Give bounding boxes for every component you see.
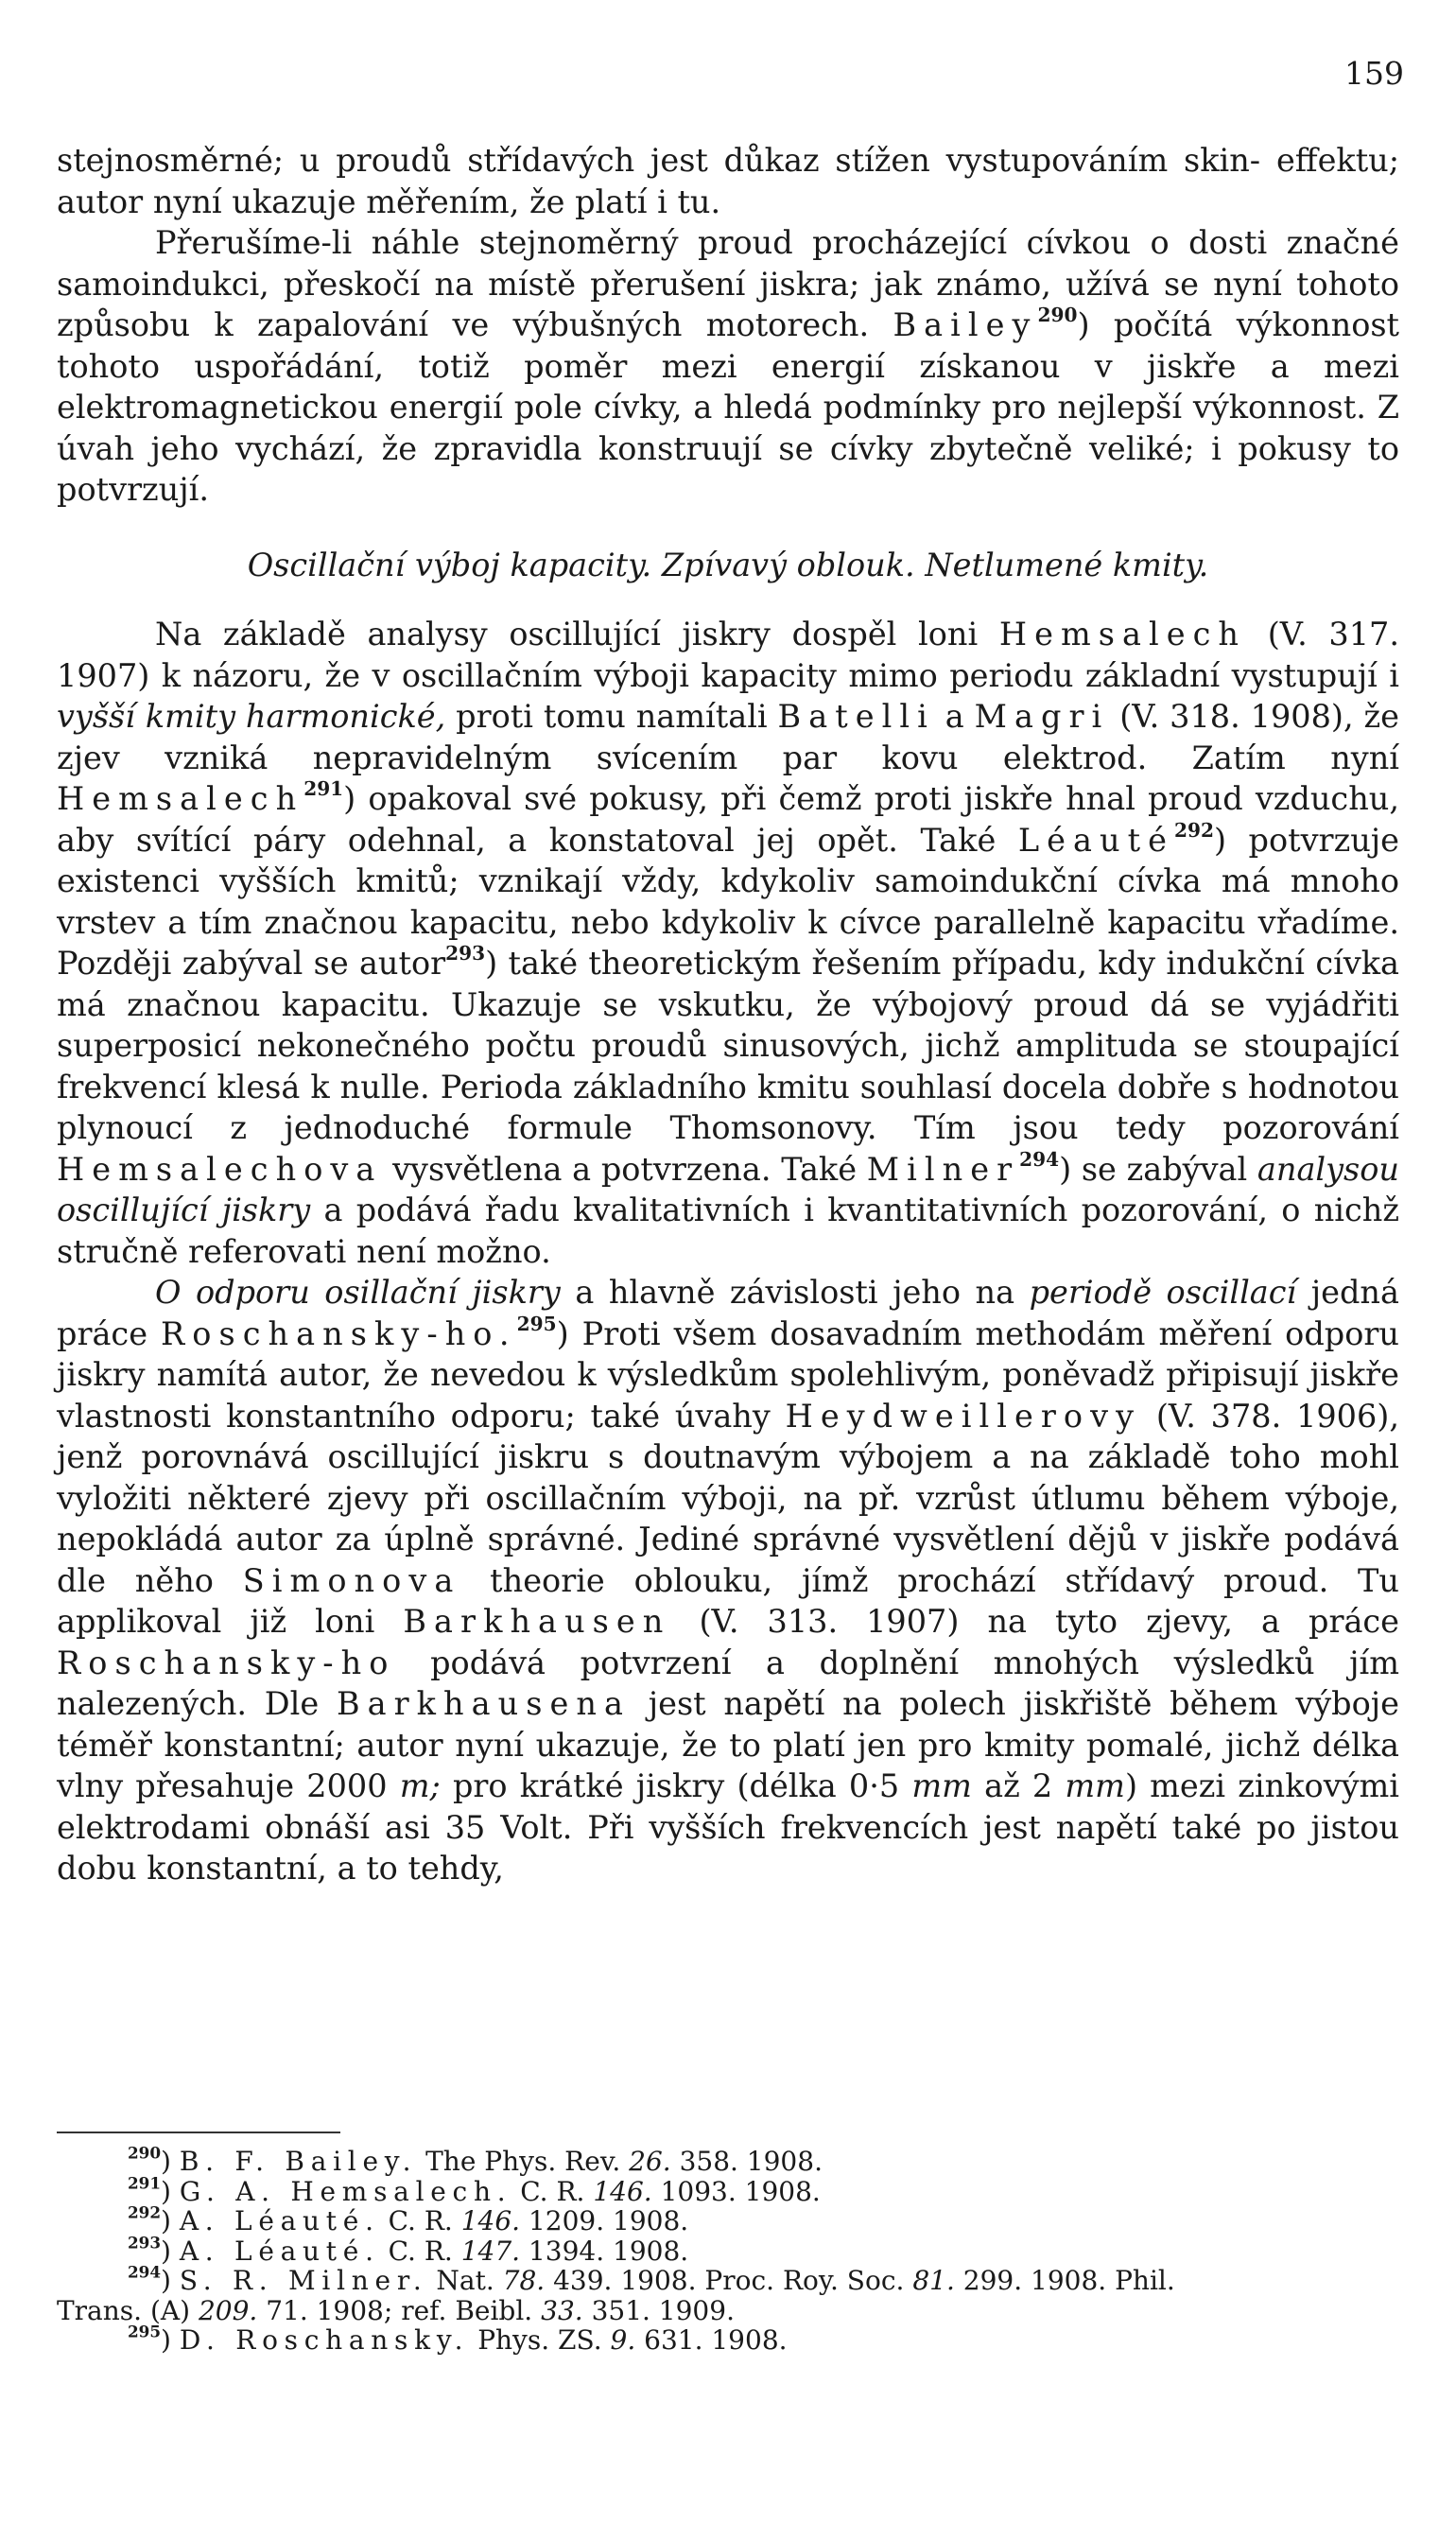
footnote-volume: 146.	[593, 2175, 652, 2207]
emphasis: vyšší kmity harmonické,	[57, 698, 446, 735]
p3-text: Na základě analysy oscillující jiskry dospěl loni	[155, 616, 979, 652]
author-name: Bailey	[893, 306, 1038, 343]
p3-text: (V. 318. 1908), že zjev vzniká nepravidelným svícením par kovu elektrod. Zatím nyní	[57, 698, 1399, 776]
emphasis: periodě oscillací	[1029, 1274, 1297, 1311]
page-number: 159	[1344, 55, 1404, 92]
footnote-pages: 439. 1908. Proc. Roy. Soc.	[553, 2265, 905, 2296]
footnote-volume: 146.	[460, 2205, 521, 2236]
footnote-source: Phys. ZS.	[477, 2324, 602, 2356]
p4-text: až 2	[984, 1767, 1053, 1804]
p3-text: ) opakoval své pokusy, při čemž proti jiskře hnal proud vzduchu, aby svítící páry odehnal, a konstatoval jej opět. Také	[57, 780, 1399, 859]
footnote: $^{290}$) B. F. Bailey. The Phys. Rev. 26. 358. 1908.	[128, 2143, 823, 2177]
p4-text: pro krátké jiskry (délka 0·5	[452, 1767, 900, 1804]
p4-text: podává potvrzení a doplnění mnohých výsledků jím nalezených. Dle	[57, 1644, 1399, 1722]
footnote-number: 292	[128, 2202, 162, 2222]
footnote-pages: 299. 1908. Phil.	[962, 2265, 1175, 2296]
footnote-author: A. Léauté.	[179, 2205, 380, 2236]
footnote-source: Trans. (A)	[57, 2294, 191, 2326]
footnote-pages: 631. 1908.	[644, 2324, 788, 2356]
footnote-number: 290	[128, 2143, 162, 2163]
footnote-pages: 71. 1908; ref. Beibl.	[266, 2294, 533, 2326]
emphasis: mm	[1065, 1767, 1125, 1804]
p3-text: proti tomu namítali	[456, 698, 768, 735]
footnote-author: B. F. Bailey.	[179, 2146, 418, 2177]
footnote-number: 291	[128, 2172, 162, 2192]
footnote-pages: 351. 1909.	[591, 2294, 735, 2326]
footnote-source: C. R.	[388, 2235, 453, 2267]
p3-text: vysvětlena a potvrzena. Také	[392, 1150, 858, 1188]
footnote-volume: 81.	[912, 2265, 955, 2296]
p2-text-a: Přerušíme-li náhle stejnoměrný proud procházející cívkou o dosti značné samoindukci, přeskočí na místě přerušení jiskra; jak známo, užívá se nyní tohoto způsobu k zapalování ve výbušných motorech.	[57, 224, 1399, 343]
footnote-source: The Phys. Rev.	[425, 2146, 621, 2177]
footnote-source: C. R.	[520, 2175, 585, 2207]
author-name: Roschansky-ho.	[161, 1314, 517, 1352]
emphasis: m;	[399, 1767, 441, 1804]
p3-text: (V. 317. 1907) k názoru, že v oscillačním výboji kapacity mimo periodu základní vystupují i	[57, 616, 1399, 694]
p3-text: ) také theoretickým řešením případu, kdy indukční cívka má značnou kapacitu. Ukazuje se vskutku, že výbojový proud dá se vyjádřiti superposicí nekonečného počtu proudů sinusových, jichž amplituda se stoupající frekvencí klesá k nulle. Perioda základního kmitu souhlasí docela dobře s hodnotou plynoucí z jednoduché formule Thomsonovy. Tím jsou tedy pozorování	[57, 945, 1399, 1146]
p4-text: jedná práce	[57, 1274, 1399, 1352]
footnote-number: 294	[128, 2262, 162, 2282]
footnote-author: G. A. Hemsalech.	[179, 2175, 512, 2207]
footnote-volume: 78.	[502, 2265, 546, 2296]
footnote-ref: 295	[516, 1312, 557, 1335]
p3-text: a podává řadu kvalitativních i kvantitativních pozorování, o nichž stručně referovati není možno.	[57, 1192, 1399, 1270]
author-name: Magri	[974, 698, 1110, 735]
p2-text-b: ) počítá výkonnost tohoto uspořádání, totiž poměr mezi energií získanou v jiskře a mezi elektromagnetickou energií pole cívky, a hledá podmínky pro nejlepší výkonnost. Z úvah jeho vychází, že zpravidla konstruují se cívky zbytečně veliké; i pokusy to potvrzují.	[57, 306, 1400, 508]
p4-text: theorie oblouku, jímž prochází střídavý proud. Tu applikoval již loni	[57, 1561, 1399, 1640]
footnote-volume: 33.	[541, 2294, 583, 2326]
footnote-pages: 358. 1908.	[679, 2146, 823, 2177]
emphasis: analysou oscillující jiskry	[57, 1150, 1399, 1228]
footnote-ref: 291	[303, 776, 344, 800]
p1-line1: stejnosměrné; u proudů střídavých jest důkaz stížen vystupováním skin-	[57, 142, 1261, 179]
footnote-number: 295	[128, 2322, 162, 2341]
emphasis: O odporu osillační jiskry	[155, 1274, 561, 1311]
footnote-volume: 209.	[198, 2294, 258, 2326]
author-name: Batelli	[777, 698, 935, 735]
author-name: Simonova	[242, 1561, 461, 1599]
paragraph-1	[57, 140, 1399, 222]
emphasis: mm	[911, 1767, 972, 1804]
footnote-ref: 290	[1037, 303, 1078, 326]
footnote-divider	[57, 2132, 340, 2133]
author-name: Milner	[866, 1150, 1020, 1188]
footnote-ref: 293	[445, 941, 486, 965]
p4-text: jest napětí na polech jiskřiště během výboje téměř konstantní; autor nyní ukazuje, že to platí jen pro kmity pomalé, jichž délka vlny přesahuje 2000	[57, 1685, 1400, 1804]
p4-text: ) mezi zinkovými elektrodami obnáší asi 35 Volt. Při vyšších frekvencích jest napětí také po jistou dobu konstantní, a to tehdy,	[57, 1767, 1400, 1887]
author-name: Heydweillerovy	[785, 1397, 1142, 1435]
footnote-source: C. R.	[388, 2205, 453, 2236]
footnote-pages: 1209. 1908.	[528, 2205, 689, 2236]
p4-text: (V. 378. 1906), jenž porovnává oscillující jiskru s doutnavým výbojem a na základě toho mohl vyložiti některé zjevy při oscillačním výboji, na př. vzrůst útlumu během výboje, nepokládá autor za úplně správné. Jediné správné vysvětlení dějů v jiskře podává dle něho	[57, 1397, 1399, 1599]
p4-text: ) Proti všem dosavadním methodám měření odporu jiskry namítá autor, že nevedou k výsledkům spolehlivým, poněvadž připisují jiskře vlastnosti konstantního odporu; také úvahy	[57, 1314, 1399, 1435]
p4-text: a hlavně závislosti jeho na	[575, 1274, 1015, 1311]
footnote-volume: 147.	[460, 2235, 521, 2267]
footnote-ref: 294	[1019, 1147, 1060, 1171]
author-name: Hemsalechova	[57, 1150, 383, 1188]
paragraph-2	[57, 222, 1399, 511]
author-name: Roschansky-ho	[57, 1644, 396, 1681]
footnote-source: Nat.	[436, 2265, 494, 2296]
footnote: $^{295}$) D. Roschansky. Phys. ZS. 9. 631. 1908.	[128, 2322, 788, 2356]
footnote-volume: 9.	[610, 2324, 636, 2356]
paragraph-3	[57, 614, 1399, 1272]
p4-text: (V. 313. 1907) na tyto zjevy, a práce	[699, 1603, 1400, 1640]
p3-text: ) potvrzuje existenci vyšších kmitů; vznikají vždy, kdykoliv samoindukční cívka má mnoho vrstev a tím značnou kapacitu, nebo kdykoliv k cívce parallelně kapacitu vřadíme. Později zabýval se autor	[57, 821, 1400, 982]
body-text	[57, 140, 1399, 1889]
footnote-pages: 1093. 1908.	[660, 2175, 821, 2207]
author-name: Barkhausen	[403, 1603, 671, 1640]
footnote-pages: 1394. 1908.	[528, 2235, 689, 2267]
footnote-continuation	[57, 2296, 1399, 2326]
footnote-volume: 26.	[629, 2146, 671, 2177]
footnote-number: 293	[128, 2232, 162, 2252]
footnote-author: A. Léauté.	[179, 2235, 380, 2267]
paragraph-4	[57, 1272, 1399, 1889]
p3-text: a	[945, 698, 964, 735]
section-heading: Oscillační výboj kapacity. Zpívavý oblouk. Netlumené kmity.	[247, 546, 1209, 583]
footnote-author: S. R. Milner.	[179, 2265, 428, 2296]
author-name: Léauté	[1017, 821, 1174, 859]
author-name: Hemsalech	[998, 616, 1247, 652]
author-name: Barkhausena	[336, 1685, 631, 1722]
author-name: Hemsalech	[57, 780, 304, 817]
footnotes	[57, 2143, 1399, 2356]
footnote: $^{293}$) A. Léauté. C. R. 147. 1394. 1908.	[128, 2232, 689, 2267]
footnote-ref: 292	[1174, 818, 1214, 842]
p3-text: ) se zabýval	[1059, 1150, 1248, 1188]
footnote: $^{291}$) G. A. Hemsalech. C. R. 146. 1093. 1908.	[128, 2172, 821, 2207]
footnote-author: D. Roschansky.	[179, 2324, 470, 2356]
footnote: $^{294}$) S. R. Milner. Nat. 78. 439. 1908. Proc. Roy. Soc. 81. 299. 1908. Phil.	[128, 2262, 1175, 2296]
p1-line2: effektu; autor nyní ukazuje měřením, že platí i tu.	[57, 142, 1400, 220]
footnote: $^{292}$) A. Léauté. C. R. 146. 1209. 1908.	[128, 2202, 689, 2236]
